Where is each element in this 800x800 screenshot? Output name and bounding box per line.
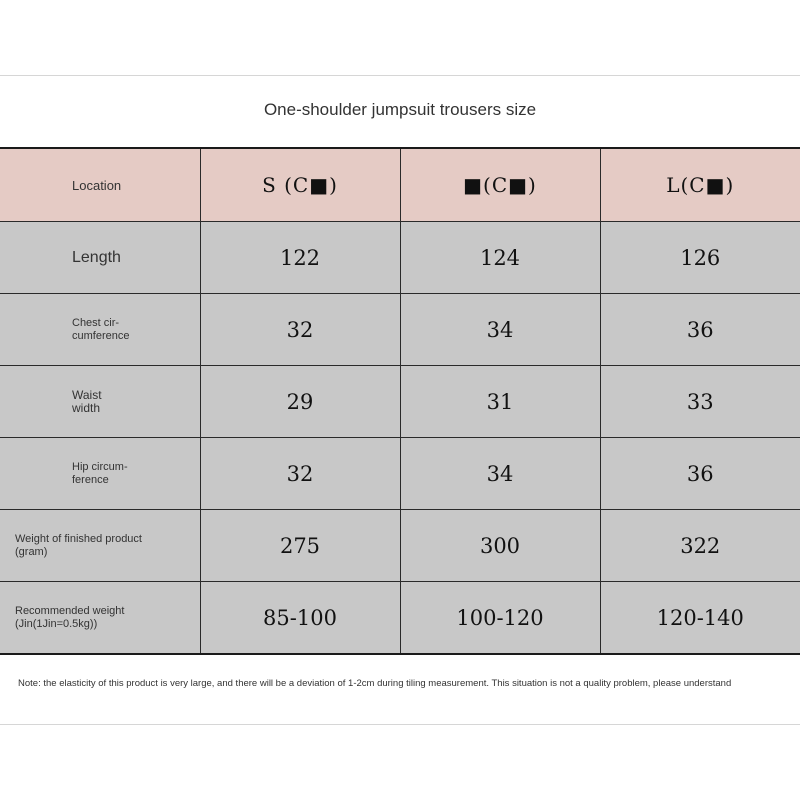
row-label-line: Waist: [72, 387, 102, 402]
cell-l: 126: [600, 222, 800, 294]
footnote: Note: the elasticity of this product is very large, and there will be a deviation of 1-2cm during tiling measurement. This situation is not a quality problem, please understand: [18, 678, 732, 689]
header-size-m: ■(C■): [400, 148, 600, 222]
row-label: [0, 438, 200, 510]
header-size-l: L(C■): [600, 148, 800, 222]
cell-m: 124: [400, 222, 600, 294]
cell-m: 31: [400, 366, 600, 438]
row-label: [0, 582, 200, 655]
row-label-line: Weight of finished product: [15, 532, 142, 545]
cell-s: 85-100: [200, 582, 400, 655]
row-label: [0, 222, 200, 294]
table-row: [0, 222, 800, 294]
cell-l: 322: [600, 510, 800, 582]
table-row: [0, 582, 800, 655]
cell-s: 29: [200, 366, 400, 438]
cell-s: 275: [200, 510, 400, 582]
row-label-line: (gram): [15, 545, 48, 558]
table-row: [0, 294, 800, 366]
table-row: [0, 510, 800, 582]
cell-s: 32: [200, 294, 400, 366]
size-table: [0, 147, 800, 655]
cell-m: 100-120: [400, 582, 600, 655]
row-label-line: Chest cir-: [72, 316, 120, 329]
cell-s: 32: [200, 438, 400, 510]
cell-l: 36: [600, 294, 800, 366]
row-label-line: Length: [72, 249, 121, 266]
row-label-line: ference: [72, 473, 109, 486]
cell-m: 34: [400, 294, 600, 366]
chart-title: One-shoulder jumpsuit trousers size: [263, 100, 537, 119]
row-label: [0, 510, 200, 582]
table-row: [0, 366, 800, 438]
cell-l: 120-140: [600, 582, 800, 655]
row-label-line: (Jin(1Jin=0.5kg)): [15, 617, 98, 630]
cell-m: 300: [400, 510, 600, 582]
cell-l: 36: [600, 438, 800, 510]
row-label-line: cumference: [72, 329, 130, 342]
cell-m: 34: [400, 438, 600, 510]
header-size-s: S (C■): [200, 148, 400, 222]
header-location: Location: [0, 148, 200, 222]
row-label-line: width: [72, 400, 101, 415]
row-label: [0, 294, 200, 366]
cell-s: 122: [200, 222, 400, 294]
header-row: [0, 148, 800, 222]
row-label-line: Recommended weight: [15, 604, 125, 617]
row-label-line: Hip circum-: [72, 460, 128, 473]
cell-l: 33: [600, 366, 800, 438]
row-label: [0, 366, 200, 438]
table-row: [0, 438, 800, 510]
